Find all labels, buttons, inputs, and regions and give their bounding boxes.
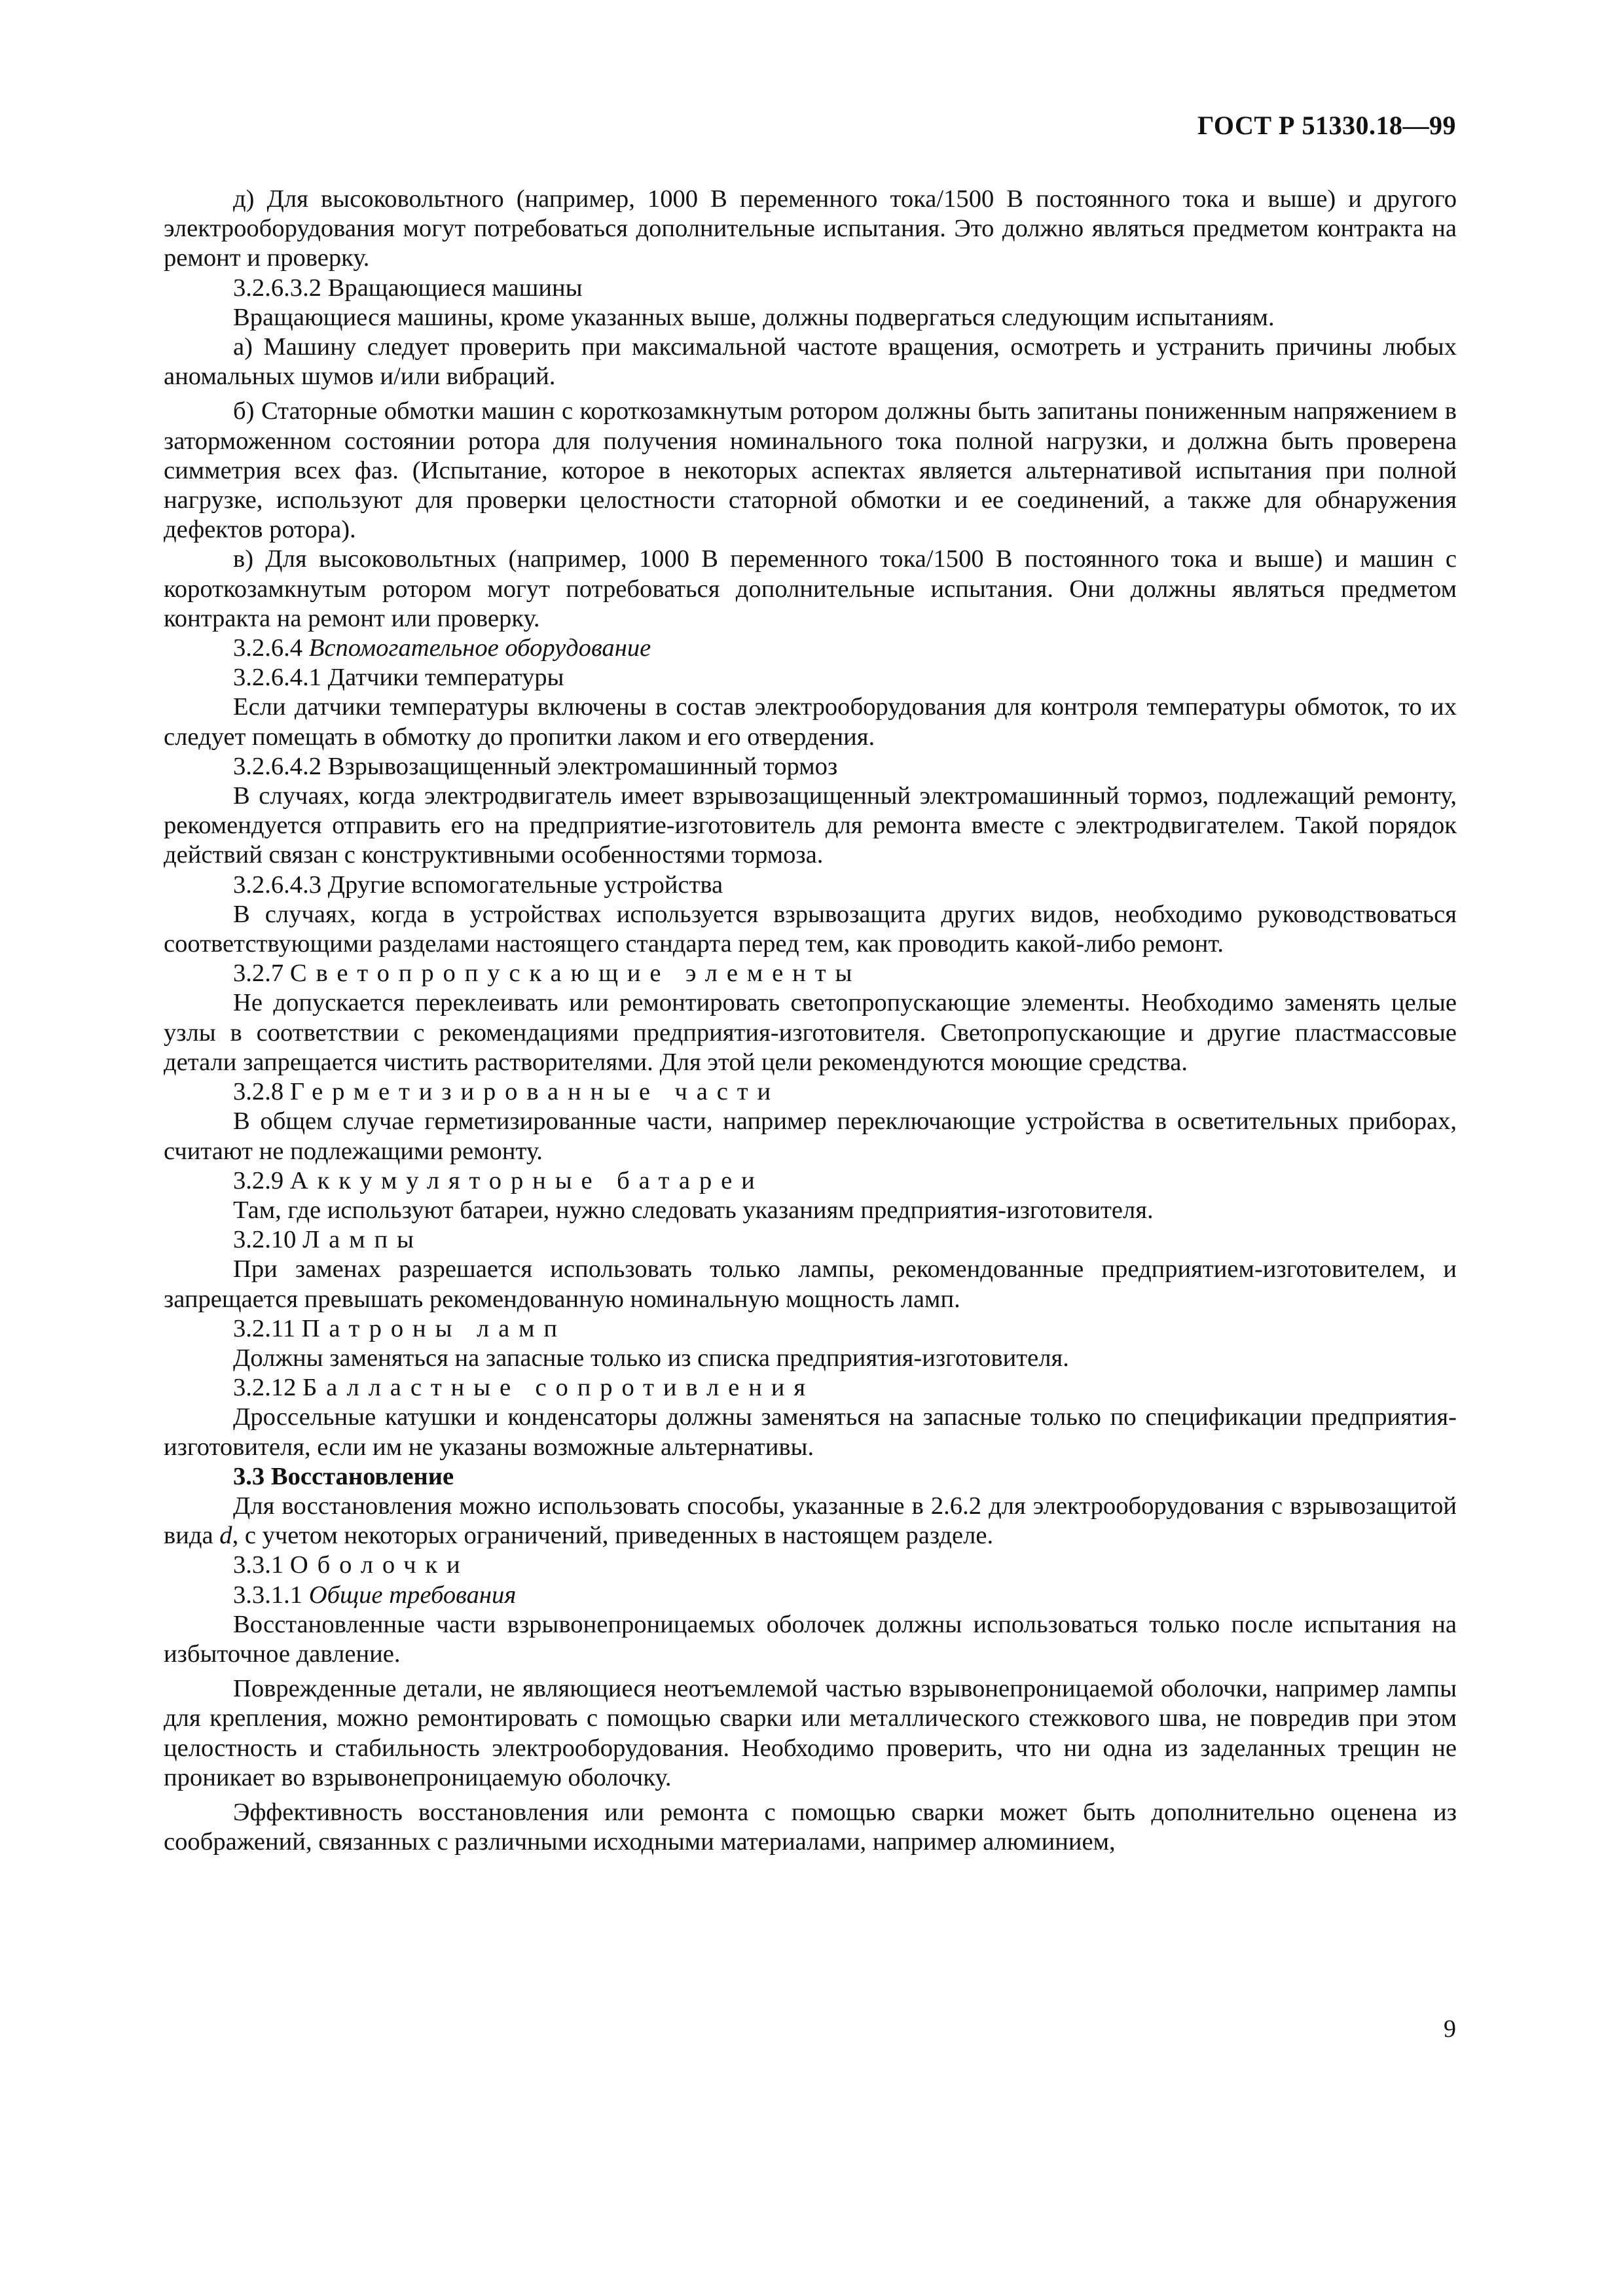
- heading-3-2-8: [164, 1077, 1457, 1107]
- paragraph-rotating-machines-intro: Вращающиеся машины, кроме указанных выше, должны подвергаться следующим испытаниям.: [233, 303, 1275, 331]
- section-title: Вспомогательное оборудование: [308, 634, 651, 662]
- heading-3-3: 3.3 Восстановление: [233, 1462, 454, 1490]
- paragraph-sealed-parts: В общем случае герметизированные части, например переключающие устройства в осветительных приборах, считают не подлежащими ремонту.: [164, 1107, 1457, 1165]
- section-number: 3.2.9: [233, 1166, 284, 1194]
- section-title: Патроны ламп: [301, 1314, 566, 1342]
- paragraph-item-b: б) Статорные обмотки машин с короткозамкнутым ротором должны быть запитаны пониженным напряжением в заторможенном состоянии ротора для получения номинального тока полной нагрузки, и должна быть проверена симметрия всех фаз. (Испытание, которое в некоторых аспектах является альтернативой испытания при полной нагрузке, используют для проверки целостности статорной обмотки и ее соединений, а также для обнаружения дефектов ротора).: [164, 397, 1457, 544]
- section-title: Лампы: [302, 1226, 423, 1254]
- section-number: 3.2.6.4: [233, 634, 303, 662]
- page-number: 9: [1444, 2015, 1456, 2043]
- section-title: Аккумуляторные батареи: [289, 1166, 764, 1194]
- heading-3-2-11: [164, 1314, 1457, 1344]
- paragraph-brake: В случаях, когда электродвигатель имеет взрывозащищенный электромашинный тормоз, подлежащий ремонту, рекомендуется отправить его на предприятие-изготовитель для ремонта вместе с электродвигателем. Такой порядок действий связан с конструктивными особенностями тормоза.: [164, 782, 1457, 869]
- section-title: Общие требования: [308, 1581, 517, 1609]
- section-title: Герметизированные части: [289, 1078, 780, 1106]
- heading-3-3-1-1: [164, 1581, 1457, 1610]
- paragraph-welding-effectiveness: Эффективность восстановления или ремонта с помощью сварки может быть дополнительно оценена из соображений, связанных с различными исходными материалами, например алюминием,: [164, 1798, 1457, 1856]
- heading-3-2-6-4-1: 3.2.6.4.1 Датчики температуры: [233, 664, 564, 692]
- paragraph-restoration-methods: [164, 1492, 1457, 1551]
- heading-3-2-10: [164, 1225, 1457, 1255]
- paragraph-damaged-parts: Поврежденные детали, не являющиеся неотъемлемой частью взрывонепроницаемой оболочки, например лампы для крепления, можно ремонтировать с помощью сварки или металлического стежкового шва, не повредив при этом целостность и стабильность электрооборудования. Необходимо проверить, что ни одна из заделанных трещин не проникает во взрывонепроницаемую оболочку.: [164, 1675, 1457, 1791]
- paragraph-item-a: а) Машину следует проверить при максимальной частоте вращения, осмотреть и устранить причины любых аномальных шумов и/или вибраций.: [164, 333, 1457, 391]
- paragraph-item-v: в) Для высоковольтных (например, 1000 В переменного тока/1500 В постоянного тока и выше) и машин с короткозамкнутым ротором могут потребоваться дополнительные испытания. Они должны являться предметом контракта на ремонт или проверку.: [164, 545, 1457, 632]
- section-number: 3.3.1.1: [233, 1581, 303, 1609]
- heading-3-2-9: [164, 1166, 1457, 1196]
- text-run: , с учетом некоторых ограничений, приведенных в настоящем разделе.: [232, 1522, 994, 1550]
- paragraph-high-voltage-equipment: д) Для высоковольтного (например, 1000 В переменного тока/1500 В постоянного тока и выше) и другого электрооборудования могут потребоваться дополнительные испытания. Это должно являться предметом контракта на ремонт и проверку.: [164, 185, 1457, 272]
- paragraph-other-devices: В случаях, когда в устройствах используется взрывозащита других видов, необходимо руководствоваться соответствующими разделами настоящего стандарта перед тем, как проводить какой-либо ремонт.: [164, 900, 1457, 958]
- heading-3-2-6-3-2: 3.2.6.3.2 Вращающиеся машины: [233, 274, 583, 302]
- paragraph-light-elements: Не допускается переклеивать или ремонтировать светопропускающие элементы. Необходимо заменять целые узлы в соответствии с рекомендациями предприятия-изготовителя. Светопропускающие и другие пластмассовые детали запрещается чистить растворителями. Для этой цели рекомендуются моющие средства.: [164, 989, 1457, 1076]
- section-number: 3.2.7: [233, 960, 284, 988]
- heading-3-3-1: [164, 1551, 1457, 1580]
- paragraph-temperature-sensors: Если датчики температуры включены в состав электрооборудования для контроля температуры обмоток, то их следует помещать в обмотку до пропитки лаком и его отвердения.: [164, 693, 1457, 751]
- section-number: 3.2.11: [233, 1314, 296, 1342]
- section-title: Балластные сопротивления: [302, 1374, 814, 1402]
- heading-3-2-6-4: [164, 634, 1457, 663]
- protection-type-d: d: [219, 1522, 232, 1550]
- section-title: Светопропускающие элементы: [289, 960, 862, 988]
- heading-3-2-6-4-3: 3.2.6.4.3 Другие вспомогательные устройства: [233, 870, 723, 899]
- page-body: [164, 185, 1457, 1857]
- document-header: ГОСТ Р 51330.18—99: [1197, 111, 1456, 140]
- heading-3-2-12: [164, 1373, 1457, 1403]
- heading-3-2-6-4-2: 3.2.6.4.2 Взрывозащищенный электромашинный тормоз: [233, 752, 838, 780]
- section-title: Оболочки: [289, 1551, 469, 1579]
- paragraph-lamps: При заменах разрешается использовать только лампы, рекомендованные предприятием-изготовителем, и запрещается превышать рекомендованную номинальную мощность ламп.: [164, 1255, 1457, 1313]
- heading-3-2-7: [164, 959, 1457, 988]
- paragraph-batteries: Там, где используют батареи, нужно следовать указаниям предприятия-изготовителя.: [233, 1196, 1154, 1224]
- paragraph-restored-parts: Восстановленные части взрывонепроницаемых оболочек должны использоваться только после испытания на избыточное давление.: [164, 1610, 1457, 1668]
- section-number: 3.3.1: [233, 1551, 284, 1579]
- section-number: 3.2.12: [233, 1374, 297, 1402]
- paragraph-ballasts: Дроссельные катушки и конденсаторы должны заменяться на запасные только по спецификации предприятия-изготовителя, если им не указаны возможные альтернативы.: [164, 1403, 1457, 1461]
- section-number: 3.2.8: [233, 1078, 284, 1106]
- section-number: 3.2.10: [233, 1226, 297, 1254]
- paragraph-lamp-holders: Должны заменяться на запасные только из списка предприятия-изготовителя.: [233, 1344, 1069, 1372]
- text-run: Для восстановления можно использовать способы, указанные в 2.6.2 для электрооборудования с взрывозащитой вида: [164, 1492, 1457, 1550]
